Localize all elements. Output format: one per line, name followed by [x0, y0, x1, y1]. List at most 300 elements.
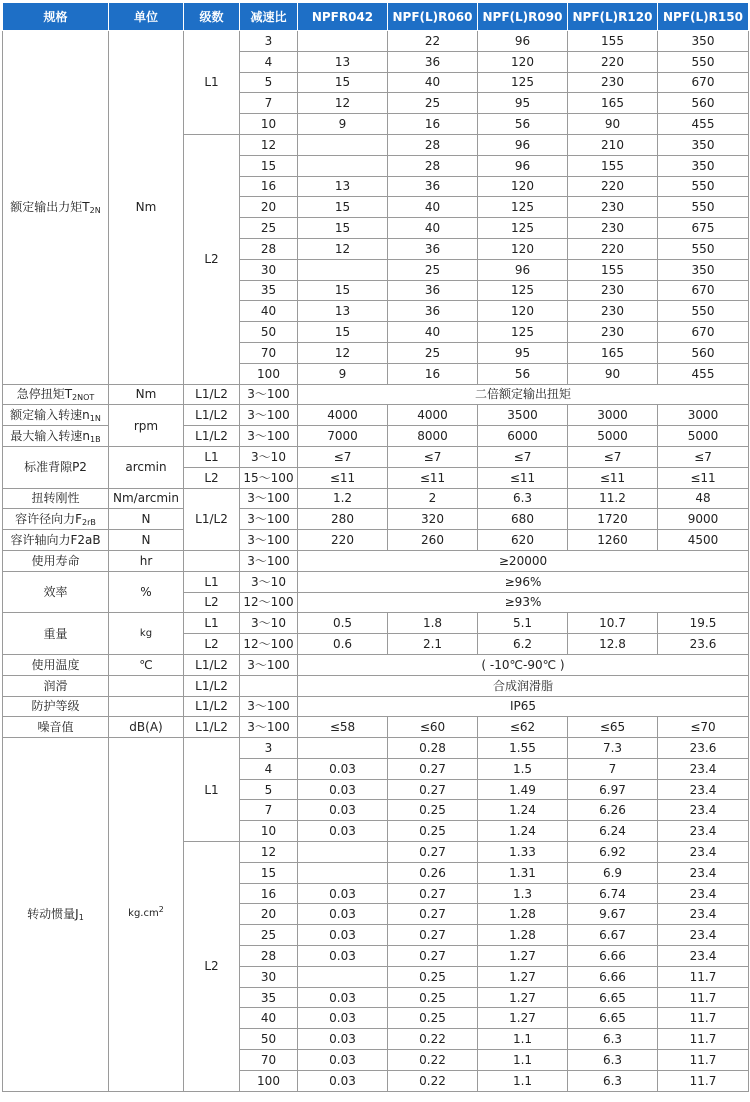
- stage-cell: [184, 550, 240, 571]
- value-cell: [298, 31, 388, 52]
- value-cell: 90: [568, 363, 658, 384]
- value-cell: 0.25: [388, 966, 478, 987]
- value-cell: ≤7: [568, 446, 658, 467]
- protection-row: [3, 696, 749, 717]
- efficiency-unit: %: [109, 571, 184, 613]
- value-cell: 0.25: [388, 821, 478, 842]
- estop-unit: Nm: [109, 384, 184, 405]
- value-cell: 675: [658, 218, 749, 239]
- rigidity-label: 扭转刚性: [3, 488, 109, 509]
- value-cell: 680: [478, 509, 568, 530]
- stage-cell: L1: [184, 613, 240, 634]
- temperature-value: ( -10℃-90℃ ): [298, 654, 749, 675]
- value-cell: 0.28: [388, 738, 478, 759]
- value-cell: 23.6: [658, 634, 749, 655]
- value-cell: 0.22: [388, 1029, 478, 1050]
- value-cell: 19.5: [658, 613, 749, 634]
- torque-label-text: 额定输出力矩T: [10, 200, 90, 215]
- max-speed-label-subscript: 1B: [90, 435, 101, 445]
- value-cell: 9.67: [568, 904, 658, 925]
- stage-cell: L1/L2: [184, 426, 240, 447]
- torque-row: [3, 31, 749, 52]
- protection-label: 防护等级: [3, 696, 109, 717]
- backlash-row: [3, 446, 749, 467]
- value-cell: 25: [388, 93, 478, 114]
- value-cell: 7: [568, 758, 658, 779]
- value-cell: ≤65: [568, 717, 658, 738]
- value-cell: 48: [658, 488, 749, 509]
- stage-cell: L2: [184, 842, 240, 1092]
- value-cell: ≤7: [478, 446, 568, 467]
- weight-row: [3, 613, 749, 634]
- value-cell: 4500: [658, 530, 749, 551]
- value-cell: 120: [478, 176, 568, 197]
- value-cell: 0.03: [298, 1070, 388, 1091]
- value-cell: 56: [478, 114, 568, 135]
- value-cell: 0.03: [298, 904, 388, 925]
- radial-force-label-text: 容许径向力F: [15, 512, 83, 527]
- value-cell: 120: [478, 51, 568, 72]
- value-cell: 7000: [298, 426, 388, 447]
- value-cell: [298, 966, 388, 987]
- value-cell: 10.7: [568, 613, 658, 634]
- value-cell: 13: [298, 301, 388, 322]
- ratio-cell: 3～100: [240, 384, 298, 405]
- value-cell: 550: [658, 301, 749, 322]
- value-cell: 455: [658, 114, 749, 135]
- value-cell: 1.28: [478, 904, 568, 925]
- value-cell: 0.25: [388, 800, 478, 821]
- value-cell: 5000: [568, 426, 658, 447]
- inertia-unit: [109, 738, 184, 1092]
- ratio-cell: 3～100: [240, 426, 298, 447]
- stage-cell: L1: [184, 738, 240, 842]
- ratio-cell: 3～10: [240, 446, 298, 467]
- noise-unit: dB(A): [109, 717, 184, 738]
- value-cell: 0.03: [298, 946, 388, 967]
- header-row: [3, 3, 749, 31]
- radial-force-label-subscript: 2rB: [82, 518, 96, 528]
- ratio-cell: 100: [240, 1070, 298, 1091]
- speed-unit: rpm: [109, 405, 184, 447]
- ratio-cell: 15～100: [240, 467, 298, 488]
- efficiency-value: ≥93%: [298, 592, 749, 613]
- value-cell: 9000: [658, 509, 749, 530]
- stage-cell: L1: [184, 31, 240, 135]
- value-cell: 0.27: [388, 904, 478, 925]
- value-cell: [298, 862, 388, 883]
- value-cell: 95: [478, 342, 568, 363]
- ratio-cell: 25: [240, 218, 298, 239]
- value-cell: 0.27: [388, 883, 478, 904]
- inertia-unit-text: kg.cm: [128, 908, 159, 920]
- backlash-label: 标准背隙P2: [3, 446, 109, 488]
- value-cell: 230: [568, 197, 658, 218]
- value-cell: 1.31: [478, 862, 568, 883]
- value-cell: 4000: [298, 405, 388, 426]
- header-model: NPF(L)R120: [568, 3, 658, 31]
- ratio-cell: [240, 675, 298, 696]
- service-life-unit: hr: [109, 550, 184, 571]
- ratio-cell: 12～100: [240, 634, 298, 655]
- value-cell: 120: [478, 238, 568, 259]
- value-cell: 6.74: [568, 883, 658, 904]
- value-cell: 1.27: [478, 966, 568, 987]
- value-cell: 550: [658, 51, 749, 72]
- value-cell: 15: [298, 280, 388, 301]
- efficiency-value: ≥96%: [298, 571, 749, 592]
- lubrication-row: [3, 675, 749, 696]
- value-cell: 40: [388, 197, 478, 218]
- value-cell: 11.7: [658, 1029, 749, 1050]
- value-cell: 620: [478, 530, 568, 551]
- stage-cell: L1/L2: [184, 384, 240, 405]
- inertia-row: [3, 738, 749, 759]
- value-cell: 0.03: [298, 758, 388, 779]
- stage-cell: L1/L2: [184, 488, 240, 550]
- header-model: NPF(L)R060: [388, 3, 478, 31]
- estop-value: 二倍额定输出扭矩: [298, 384, 749, 405]
- value-cell: 0.03: [298, 883, 388, 904]
- value-cell: 165: [568, 342, 658, 363]
- value-cell: 4000: [388, 405, 478, 426]
- ratio-cell: 3: [240, 31, 298, 52]
- value-cell: 350: [658, 155, 749, 176]
- ratio-cell: 3～100: [240, 550, 298, 571]
- ratio-cell: 3: [240, 738, 298, 759]
- value-cell: 7.3: [568, 738, 658, 759]
- value-cell: 16: [388, 363, 478, 384]
- value-cell: 5.1: [478, 613, 568, 634]
- value-cell: 120: [478, 301, 568, 322]
- value-cell: 96: [478, 155, 568, 176]
- lubrication-value: 合成润滑脂: [298, 675, 749, 696]
- value-cell: 220: [298, 530, 388, 551]
- value-cell: 9: [298, 114, 388, 135]
- ratio-cell: 15: [240, 862, 298, 883]
- value-cell: ≤60: [388, 717, 478, 738]
- max-speed-label: [3, 426, 109, 447]
- value-cell: 125: [478, 280, 568, 301]
- value-cell: 11.7: [658, 966, 749, 987]
- value-cell: ≤70: [658, 717, 749, 738]
- ratio-cell: 12: [240, 842, 298, 863]
- value-cell: 6.66: [568, 946, 658, 967]
- value-cell: ≤58: [298, 717, 388, 738]
- value-cell: 15: [298, 72, 388, 93]
- inertia-label: [3, 738, 109, 1092]
- ratio-cell: 100: [240, 363, 298, 384]
- value-cell: 95: [478, 93, 568, 114]
- value-cell: 1.3: [478, 883, 568, 904]
- weight-label: 重量: [3, 613, 109, 655]
- value-cell: 350: [658, 259, 749, 280]
- value-cell: 36: [388, 301, 478, 322]
- ratio-cell: 20: [240, 904, 298, 925]
- value-cell: 6000: [478, 426, 568, 447]
- value-cell: 0.27: [388, 946, 478, 967]
- ratio-cell: 3～10: [240, 571, 298, 592]
- torque-unit: Nm: [109, 31, 184, 385]
- value-cell: 11.7: [658, 1050, 749, 1071]
- value-cell: 5000: [658, 426, 749, 447]
- header-model: NPF(L)R090: [478, 3, 568, 31]
- temperature-unit: ℃: [109, 654, 184, 675]
- estop-label: [3, 384, 109, 405]
- ratio-cell: 3～100: [240, 717, 298, 738]
- value-cell: 1720: [568, 509, 658, 530]
- value-cell: 6.3: [568, 1070, 658, 1091]
- inertia-label-subscript: 1: [78, 913, 84, 923]
- value-cell: 125: [478, 197, 568, 218]
- value-cell: 0.03: [298, 987, 388, 1008]
- stage-cell: L2: [184, 592, 240, 613]
- value-cell: 23.4: [658, 904, 749, 925]
- value-cell: 15: [298, 197, 388, 218]
- value-cell: 560: [658, 342, 749, 363]
- rated-speed-row: [3, 405, 749, 426]
- value-cell: 6.26: [568, 800, 658, 821]
- value-cell: 23.4: [658, 883, 749, 904]
- value-cell: 125: [478, 218, 568, 239]
- value-cell: 0.03: [298, 1029, 388, 1050]
- value-cell: 165: [568, 93, 658, 114]
- value-cell: 0.22: [388, 1070, 478, 1091]
- value-cell: 350: [658, 134, 749, 155]
- value-cell: 23.4: [658, 862, 749, 883]
- backlash-unit: arcmin: [109, 446, 184, 488]
- value-cell: ≤11: [658, 467, 749, 488]
- value-cell: 1.8: [388, 613, 478, 634]
- ratio-cell: 3～100: [240, 530, 298, 551]
- value-cell: 23.4: [658, 779, 749, 800]
- value-cell: 13: [298, 176, 388, 197]
- stage-cell: L1/L2: [184, 405, 240, 426]
- value-cell: 15: [298, 218, 388, 239]
- value-cell: 210: [568, 134, 658, 155]
- value-cell: ≤11: [568, 467, 658, 488]
- value-cell: 23.6: [658, 738, 749, 759]
- estop-label-subscript: 2NOT: [72, 393, 95, 403]
- value-cell: 36: [388, 238, 478, 259]
- stage-cell: L1/L2: [184, 675, 240, 696]
- value-cell: 1260: [568, 530, 658, 551]
- value-cell: 36: [388, 176, 478, 197]
- ratio-cell: 35: [240, 280, 298, 301]
- weight-unit: kg: [109, 613, 184, 655]
- value-cell: 2: [388, 488, 478, 509]
- protection-value: IP65: [298, 696, 749, 717]
- value-cell: 6.97: [568, 779, 658, 800]
- stage-cell: L1/L2: [184, 717, 240, 738]
- ratio-cell: 20: [240, 197, 298, 218]
- service-life-row: [3, 550, 749, 571]
- value-cell: 13: [298, 51, 388, 72]
- rated-speed-label-subscript: 1N: [89, 414, 101, 424]
- rated-speed-label-text: 额定输入转速n: [10, 408, 90, 423]
- value-cell: 155: [568, 259, 658, 280]
- value-cell: 560: [658, 93, 749, 114]
- value-cell: 1.24: [478, 800, 568, 821]
- header-unit: 单位: [109, 3, 184, 31]
- value-cell: 1.27: [478, 1008, 568, 1029]
- value-cell: [298, 155, 388, 176]
- spec-table: [2, 2, 749, 1092]
- ratio-cell: 28: [240, 946, 298, 967]
- ratio-cell: 40: [240, 301, 298, 322]
- ratio-cell: 70: [240, 342, 298, 363]
- protection-unit: [109, 696, 184, 717]
- value-cell: 3000: [658, 405, 749, 426]
- value-cell: 11.7: [658, 1008, 749, 1029]
- value-cell: 280: [298, 509, 388, 530]
- ratio-cell: 3～10: [240, 613, 298, 634]
- value-cell: [298, 738, 388, 759]
- stage-cell: L2: [184, 467, 240, 488]
- ratio-cell: 10: [240, 114, 298, 135]
- value-cell: 28: [388, 134, 478, 155]
- axial-force-label: 容许轴向力F2aB: [3, 530, 109, 551]
- ratio-cell: 3～100: [240, 488, 298, 509]
- ratio-cell: 3～100: [240, 654, 298, 675]
- value-cell: 28: [388, 155, 478, 176]
- value-cell: 1.33: [478, 842, 568, 863]
- value-cell: 11.7: [658, 1070, 749, 1091]
- value-cell: 230: [568, 218, 658, 239]
- value-cell: 25: [388, 342, 478, 363]
- stage-cell: L2: [184, 634, 240, 655]
- inertia-unit-superscript: 2: [158, 905, 164, 915]
- value-cell: [298, 842, 388, 863]
- value-cell: 9: [298, 363, 388, 384]
- value-cell: 1.27: [478, 987, 568, 1008]
- temperature-label: 使用温度: [3, 654, 109, 675]
- torque-label-subscript: 2N: [89, 206, 101, 216]
- value-cell: ≤7: [658, 446, 749, 467]
- value-cell: 1.49: [478, 779, 568, 800]
- value-cell: 6.3: [568, 1050, 658, 1071]
- axial-force-unit: N: [109, 530, 184, 551]
- value-cell: 230: [568, 280, 658, 301]
- noise-label: 噪音值: [3, 717, 109, 738]
- ratio-cell: 3～100: [240, 696, 298, 717]
- value-cell: 15: [298, 322, 388, 343]
- temperature-row: [3, 654, 749, 675]
- value-cell: 0.5: [298, 613, 388, 634]
- header-stage: 级数: [184, 3, 240, 31]
- value-cell: 0.25: [388, 1008, 478, 1029]
- value-cell: 125: [478, 72, 568, 93]
- value-cell: 40: [388, 322, 478, 343]
- value-cell: 0.27: [388, 779, 478, 800]
- value-cell: [298, 134, 388, 155]
- value-cell: 6.66: [568, 966, 658, 987]
- value-cell: 1.28: [478, 925, 568, 946]
- ratio-cell: 7: [240, 800, 298, 821]
- value-cell: ≤7: [298, 446, 388, 467]
- torque-label: [3, 31, 109, 385]
- value-cell: 550: [658, 238, 749, 259]
- value-cell: 40: [388, 218, 478, 239]
- value-cell: 1.2: [298, 488, 388, 509]
- noise-row: [3, 717, 749, 738]
- ratio-cell: 16: [240, 883, 298, 904]
- value-cell: 220: [568, 176, 658, 197]
- value-cell: 1.1: [478, 1029, 568, 1050]
- estop-label-text: 急停扭矩T: [16, 387, 73, 402]
- ratio-cell: 4: [240, 758, 298, 779]
- value-cell: 230: [568, 301, 658, 322]
- ratio-cell: 50: [240, 1029, 298, 1050]
- ratio-cell: 16: [240, 176, 298, 197]
- max-speed-label-text: 最大输入转速n: [10, 429, 91, 444]
- ratio-cell: 50: [240, 322, 298, 343]
- axial-force-row: [3, 530, 749, 551]
- value-cell: 12: [298, 93, 388, 114]
- ratio-cell: 35: [240, 987, 298, 1008]
- value-cell: 220: [568, 51, 658, 72]
- ratio-cell: 28: [240, 238, 298, 259]
- value-cell: 16: [388, 114, 478, 135]
- value-cell: 23.4: [658, 821, 749, 842]
- value-cell: 0.03: [298, 779, 388, 800]
- header-model: NPF(L)R150: [658, 3, 749, 31]
- value-cell: 6.67: [568, 925, 658, 946]
- radial-force-row: [3, 509, 749, 530]
- efficiency-label: 效率: [3, 571, 109, 613]
- stage-cell: L1: [184, 571, 240, 592]
- value-cell: 670: [658, 72, 749, 93]
- value-cell: 1.55: [478, 738, 568, 759]
- value-cell: 230: [568, 72, 658, 93]
- value-cell: 23.4: [658, 842, 749, 863]
- value-cell: 6.65: [568, 987, 658, 1008]
- radial-force-label: [3, 509, 109, 530]
- value-cell: 23.4: [658, 925, 749, 946]
- value-cell: 2.1: [388, 634, 478, 655]
- value-cell: 12.8: [568, 634, 658, 655]
- ratio-cell: 5: [240, 72, 298, 93]
- ratio-cell: 4: [240, 51, 298, 72]
- value-cell: 22: [388, 31, 478, 52]
- header-model: NPFR042: [298, 3, 388, 31]
- value-cell: 155: [568, 31, 658, 52]
- ratio-cell: 15: [240, 155, 298, 176]
- value-cell: 1.24: [478, 821, 568, 842]
- efficiency-row: [3, 571, 749, 592]
- ratio-cell: 70: [240, 1050, 298, 1071]
- value-cell: 6.2: [478, 634, 568, 655]
- value-cell: 0.03: [298, 1008, 388, 1029]
- value-cell: 96: [478, 31, 568, 52]
- rigidity-unit: Nm/arcmin: [109, 488, 184, 509]
- stage-cell: L1/L2: [184, 696, 240, 717]
- value-cell: 1.1: [478, 1050, 568, 1071]
- value-cell: 40: [388, 72, 478, 93]
- value-cell: 11.7: [658, 987, 749, 1008]
- value-cell: 11.2: [568, 488, 658, 509]
- value-cell: 25: [388, 259, 478, 280]
- value-cell: 0.6: [298, 634, 388, 655]
- value-cell: [298, 259, 388, 280]
- value-cell: 12: [298, 342, 388, 363]
- ratio-cell: 12: [240, 134, 298, 155]
- ratio-cell: 7: [240, 93, 298, 114]
- stage-cell: L1: [184, 446, 240, 467]
- value-cell: 6.3: [568, 1029, 658, 1050]
- value-cell: 8000: [388, 426, 478, 447]
- value-cell: 6.65: [568, 1008, 658, 1029]
